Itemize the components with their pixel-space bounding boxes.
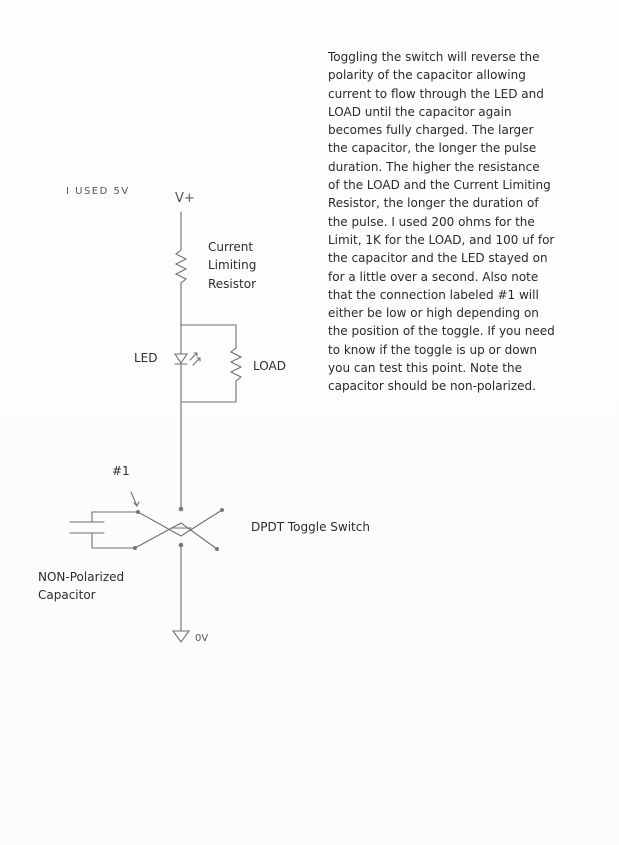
load-label: LOAD bbox=[253, 359, 286, 373]
description-line: Toggling the switch will reverse the bbox=[328, 50, 540, 64]
handwritten-voltage-note: I USED 5V bbox=[66, 186, 130, 197]
description-line: the pulse. I used 200 ohms for the bbox=[328, 214, 535, 229]
description-line: capacitor should be non-polarized. bbox=[328, 379, 536, 394]
wire-branch-top bbox=[181, 325, 236, 342]
description-line: the capacitor and the LED stayed on bbox=[328, 251, 548, 266]
description-line: the capacitor, the longer the pulse bbox=[328, 141, 537, 156]
description-line: of the LOAD and the Current Limiting bbox=[328, 178, 551, 193]
node1-label: #1 bbox=[112, 464, 130, 478]
description-line: LOAD until the capacitor again bbox=[328, 104, 512, 119]
capacitor-symbol bbox=[70, 512, 138, 548]
switch-label: DPDT Toggle Switch bbox=[251, 520, 370, 534]
clr-label-line: Current bbox=[208, 240, 254, 254]
clr-label-line: Limiting bbox=[208, 258, 257, 273]
description-line: to know if the toggle is up or down bbox=[328, 342, 537, 357]
led-label: LED bbox=[134, 351, 158, 365]
description-line: becomes fully charged. The larger bbox=[328, 123, 534, 138]
description-line: duration. The higher the resistance bbox=[328, 159, 540, 174]
load-resistor-symbol bbox=[231, 342, 241, 402]
description-line: either be low or high depending on bbox=[328, 306, 539, 321]
description-line: Resistor, the longer the duration of bbox=[328, 196, 539, 211]
description-line: polarity of the capacitor allowing bbox=[328, 68, 526, 83]
description-line: Limit, 1K for the LOAD, and 100 uf for bbox=[328, 232, 555, 247]
description-line: for a little over a second. Also note bbox=[328, 269, 539, 284]
capacitor-label-line: NON-Polarized bbox=[38, 570, 125, 584]
supply-label: V+ bbox=[175, 191, 195, 206]
capacitor-label bbox=[38, 568, 124, 605]
led-symbol bbox=[175, 325, 200, 402]
clr-label-line: Resistor bbox=[208, 276, 256, 291]
current-limiting-resistor-symbol bbox=[176, 242, 186, 292]
description-line: current to flow through the LED and bbox=[328, 86, 544, 101]
ground-symbol bbox=[173, 631, 189, 642]
ground-label: 0V bbox=[195, 633, 209, 644]
description-line: that the connection labeled #1 will bbox=[328, 287, 539, 302]
description-line: you can test this point. Note the bbox=[328, 361, 522, 376]
node1-arrow bbox=[131, 492, 139, 506]
description-line: the position of the toggle. If you need bbox=[328, 324, 555, 339]
dpdt-toggle-switch-symbol bbox=[133, 507, 224, 551]
description-paragraph bbox=[328, 48, 564, 396]
current-limiting-resistor-label bbox=[208, 238, 256, 293]
capacitor-label-line: Capacitor bbox=[38, 588, 96, 603]
